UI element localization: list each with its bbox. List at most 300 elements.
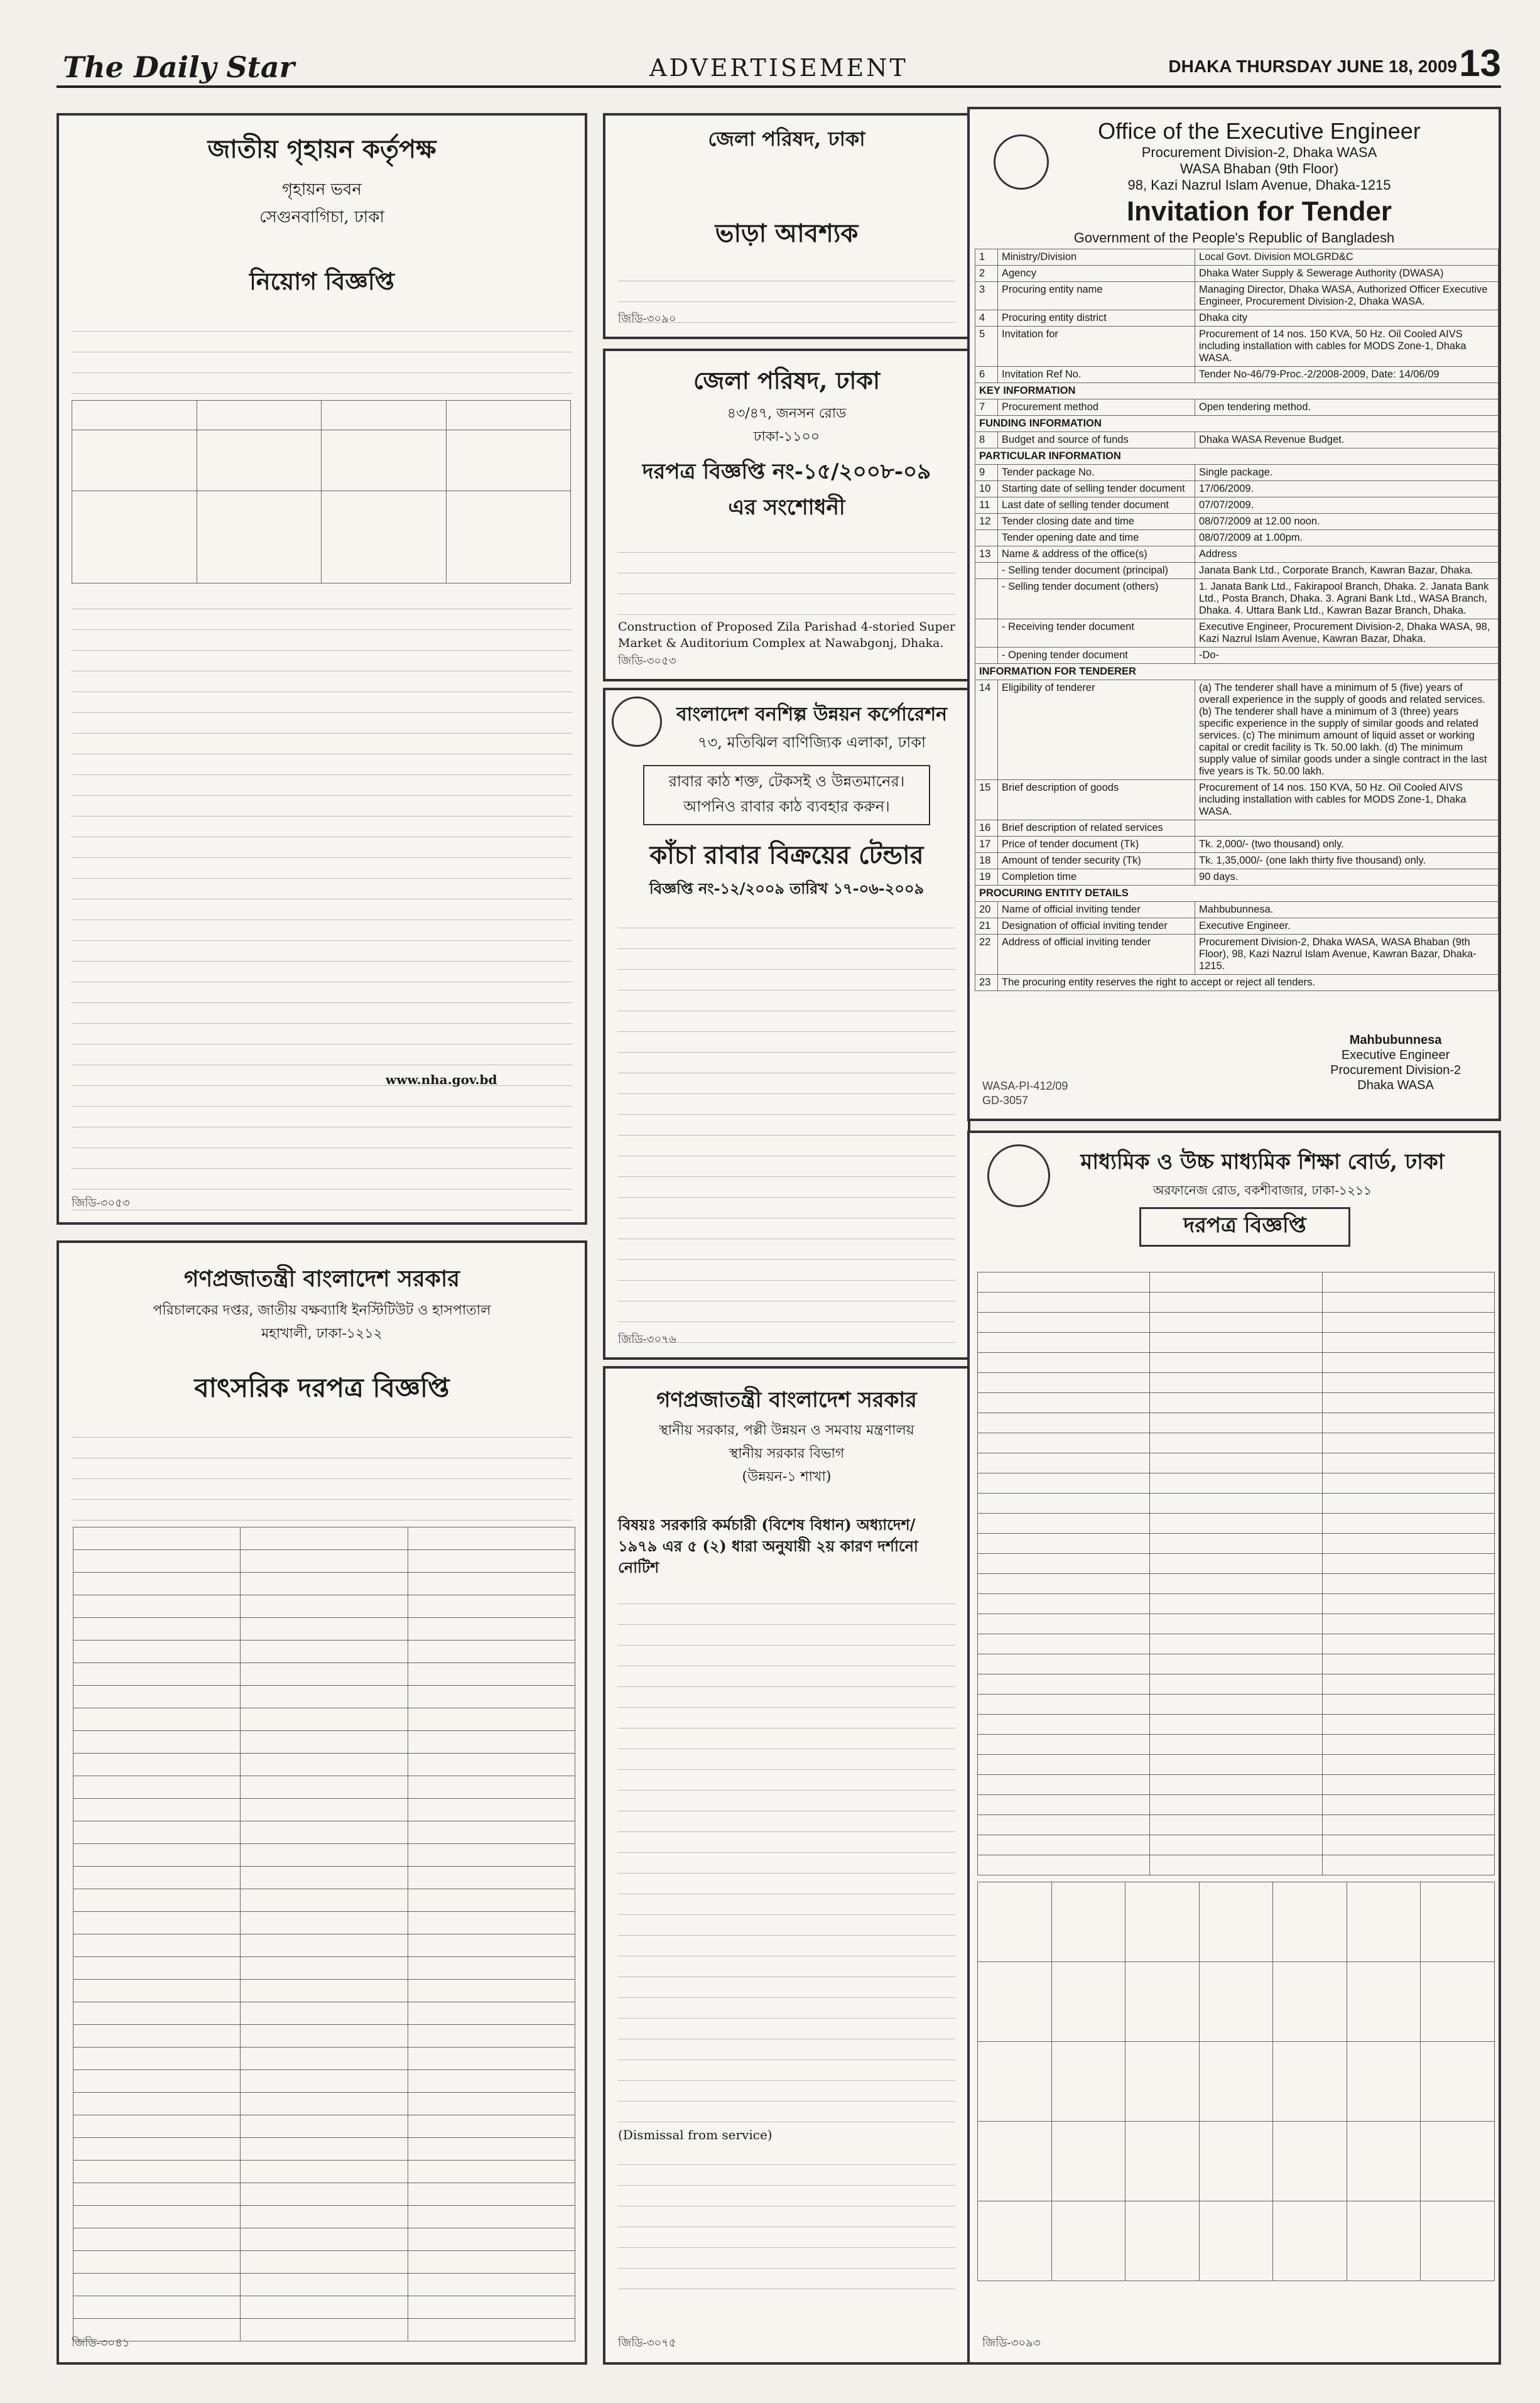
- tender-info-no: 3: [975, 282, 998, 310]
- table-cell: [73, 1550, 241, 1573]
- tender-info-no: [975, 563, 998, 579]
- table-cell: [241, 2183, 408, 2206]
- tender-info-no: [975, 619, 998, 648]
- table-cell: [978, 1795, 1150, 1815]
- tender-info-label: Procuring entity name: [998, 282, 1195, 310]
- table-cell: [978, 1775, 1150, 1795]
- ad-forest-corporation: [603, 688, 970, 1360]
- tender-info-row: [975, 465, 1499, 481]
- table-cell: [1322, 1272, 1494, 1293]
- tender-info-no: 23: [975, 975, 998, 991]
- table-row: [73, 1550, 575, 1573]
- table-cell: [1150, 1735, 1322, 1755]
- table-cell: [1322, 1373, 1494, 1393]
- table-cell: [241, 1686, 408, 1708]
- slogan-box: [643, 765, 930, 825]
- tender-info-value: Janata Bank Ltd., Corporate Branch, Kawran Bazar, Dhaka.: [1195, 563, 1499, 579]
- table-row: [978, 1293, 1495, 1313]
- ad-address: অরফানেজ রোড, বকশীবাজার, ঢাকা-১২১১: [1153, 1183, 1372, 1198]
- tender-info-row: [975, 579, 1499, 619]
- table-cell: [73, 2228, 241, 2251]
- table-cell: [978, 1815, 1150, 1835]
- table-cell: [1322, 1333, 1494, 1353]
- table-cell: [978, 1594, 1150, 1614]
- table-row: [73, 2319, 575, 2341]
- table-cell: [73, 2002, 241, 2025]
- ad-body-text-2: [618, 2148, 955, 2289]
- table-cell: [408, 1934, 575, 1957]
- ad-title: বাংলাদেশ বনশিল্প উন্নয়ন কর্পোরেশন: [676, 703, 947, 725]
- tender-info-row: [975, 837, 1499, 853]
- table-cell: [978, 1333, 1150, 1353]
- tender-section-header: PROCURING ENTITY DETAILS: [975, 886, 1499, 902]
- table-cell: [1150, 1654, 1322, 1674]
- table-cell: [241, 1980, 408, 2002]
- tender-info-value: Tk. 1,35,000/- (one lakh thirty five thousand) only.: [1195, 853, 1499, 869]
- table-cell: [241, 2002, 408, 2025]
- slogan-line-1: রাবার কাঠ শক্ত, টেকসই ও উন্নতমানের।: [668, 773, 905, 790]
- table-cell: [978, 1433, 1150, 1453]
- table-cell: [408, 1776, 575, 1799]
- schedule-table: [73, 1527, 575, 2341]
- ad-ministry: স্থানীয় সরকার, পল্লী উন্নয়ন ও সমবায় মন্ত্রণালয়: [659, 1423, 914, 1438]
- dateline: DHAKA THURSDAY JUNE 18, 2009: [1168, 57, 1457, 76]
- table-cell: [241, 1889, 408, 1912]
- tender-section-header: PARTICULAR INFORMATION: [975, 448, 1499, 465]
- table-cell: [241, 1799, 408, 1821]
- tender-info-row: [975, 853, 1499, 869]
- table-cell: [73, 1731, 241, 1754]
- ad-zila-tender: [603, 349, 970, 681]
- tender-info-no: 9: [975, 465, 998, 481]
- signature-block: [1330, 1033, 1461, 1093]
- table-cell: [408, 1889, 575, 1912]
- tender-info-no: 10: [975, 481, 998, 497]
- table-row: [978, 1594, 1495, 1614]
- table-cell: [1150, 1835, 1322, 1855]
- tender-info-label: Tender package No.: [998, 465, 1195, 481]
- table-cell: [978, 1855, 1150, 1875]
- tender-info-label: - Selling tender document (principal): [998, 563, 1195, 579]
- table-cell: [1322, 1695, 1494, 1715]
- table-cell: [1322, 1534, 1494, 1554]
- table-row: [73, 2093, 575, 2115]
- bhaban: WASA Bhaban (9th Floor): [1179, 161, 1339, 176]
- table-row: [978, 1574, 1495, 1594]
- ad-heading: দরপত্র বিজ্ঞপ্তি: [1139, 1207, 1350, 1247]
- tender-info-value: Tk. 2,000/- (two thousand) only.: [1195, 837, 1499, 853]
- table-cell: [73, 2161, 241, 2183]
- table-cell: [1051, 1882, 1125, 1962]
- table-cell: [1150, 1433, 1322, 1453]
- table-cell: [241, 2251, 408, 2274]
- tender-info-label: Ministry/Division: [998, 249, 1195, 266]
- table-cell: [408, 1754, 575, 1776]
- table-row: [73, 1799, 575, 1821]
- table-cell: [73, 1776, 241, 1799]
- table-cell: [73, 2115, 241, 2138]
- table-cell: [1051, 1962, 1125, 2042]
- tender-info-no: 1: [975, 249, 998, 266]
- tender-info-row: [975, 648, 1499, 664]
- tender-info-label: Completion time: [998, 869, 1195, 886]
- ad-body-text: [72, 315, 572, 394]
- table-cell: [978, 1614, 1150, 1634]
- table-cell: [408, 2025, 575, 2048]
- signatory-name: Mahbubunnesa: [1349, 1033, 1442, 1047]
- table-row: [73, 2138, 575, 2161]
- tender-info-value: Tender No-46/79-Proc.-2/2008-2009, Date: 14/06/09: [1195, 367, 1499, 383]
- table-cell: [1322, 1494, 1494, 1514]
- table-cell: [1150, 1413, 1322, 1433]
- table-cell: [73, 2251, 241, 2274]
- tender-info-row: [975, 902, 1499, 918]
- table-cell: [408, 1550, 575, 1573]
- table-cell: [1322, 1293, 1494, 1313]
- table-cell: [73, 2296, 241, 2319]
- ad-title: মাধ্যমিক ও উচ্চ মাধ্যমিক শিক্ষা বোর্ড, ঢাকা: [1080, 1149, 1445, 1174]
- table-cell: [73, 1844, 241, 1867]
- ad-heading: দরপত্র বিজ্ঞপ্তি নং-১৫/২০০৮-০৯: [642, 459, 931, 484]
- govt-line: Government of the People's Republic of Bangladesh: [1073, 230, 1395, 246]
- table-cell: [1150, 1473, 1322, 1494]
- ad-work-description: Construction of Proposed Zila Parishad 4-storied Super Market & Auditorium Complex at Nawabgonj, Dhaka.: [618, 620, 955, 650]
- table-cell: [1150, 1373, 1322, 1393]
- tender-info-row: [975, 327, 1499, 367]
- table-cell: [1150, 1815, 1322, 1835]
- table-cell: [978, 1554, 1150, 1574]
- wasa-logo-icon: [994, 134, 1049, 190]
- table-cell: [73, 2025, 241, 2048]
- table-row: [978, 1353, 1495, 1373]
- table-row: [73, 2002, 575, 2025]
- ad-ref-2: GD-3057: [982, 1094, 1029, 1107]
- tender-info-value: Dhaka WASA Revenue Budget.: [1195, 432, 1499, 448]
- table-row: [73, 1731, 575, 1754]
- table-cell: [978, 1353, 1150, 1373]
- table-cell: [73, 1708, 241, 1731]
- table-cell: [408, 2161, 575, 2183]
- table-cell: [1322, 1654, 1494, 1674]
- tender-info-label: Tender closing date and time: [998, 514, 1195, 530]
- table-row: [978, 1654, 1495, 1674]
- tender-info-row: [975, 935, 1499, 975]
- table-cell: [408, 1686, 575, 1708]
- table-cell: [978, 1574, 1150, 1594]
- table-cell: [1322, 1433, 1494, 1453]
- table-row: [978, 1674, 1495, 1695]
- table-cell: [1322, 1594, 1494, 1614]
- tender-info-label: Procuring entity district: [998, 310, 1195, 327]
- table-cell: [241, 2115, 408, 2138]
- tender-info-value: 90 days.: [1195, 869, 1499, 886]
- table-cell: [978, 1715, 1150, 1735]
- tender-info-no: 5: [975, 327, 998, 367]
- table-cell: [241, 1754, 408, 1776]
- ad-dhaka-wasa: [967, 107, 1501, 1121]
- table-row: [73, 1686, 575, 1708]
- table-cell: [978, 2122, 1052, 2201]
- tender-info-value: 1. Janata Bank Ltd., Fakirapool Branch, Dhaka. 2. Janata Bank Ltd., Posta Branch, Dhaka. 3. Agrani Bank Ltd., WASA Branch, Dhaka. 4. Uttara Bank Ltd., Kawran Bazar Branch, Dhaka.: [1195, 579, 1499, 619]
- table-cell: [1421, 2122, 1495, 2201]
- table-row: [73, 1776, 575, 1799]
- tender-info-row: [975, 918, 1499, 935]
- table-cell: [1125, 1962, 1200, 2042]
- table-cell: [73, 2183, 241, 2206]
- table-cell: [73, 1934, 241, 1957]
- tender-info-row: [975, 820, 1499, 837]
- tender-info-value: Open tendering method.: [1195, 399, 1499, 416]
- table-cell: [73, 2048, 241, 2070]
- table-row: [73, 1821, 575, 1844]
- table-row: [73, 2274, 575, 2296]
- tender-info-row: [975, 249, 1499, 266]
- table-cell: [1347, 2042, 1421, 2122]
- tender-info-value: -Do-: [1195, 648, 1499, 664]
- table-cell: [241, 1708, 408, 1731]
- table-cell: [408, 2002, 575, 2025]
- tender-info-label: Invitation for: [998, 327, 1195, 367]
- table-row: [978, 1554, 1495, 1574]
- table-row: [978, 2201, 1495, 2281]
- table-cell: [73, 1618, 241, 1641]
- tender-info-label: - Opening tender document: [998, 648, 1195, 664]
- tender-info-value: Mahbubunnesa.: [1195, 902, 1499, 918]
- table-cell: [978, 1393, 1150, 1413]
- tender-info-no: 12: [975, 514, 998, 530]
- table-cell: [978, 1962, 1052, 2042]
- newspaper-logo: The Daily Star: [63, 50, 295, 84]
- post-table: [72, 400, 571, 583]
- tender-info-row: [975, 481, 1499, 497]
- tender-info-row: [975, 530, 1499, 546]
- table-cell: [408, 1595, 575, 1618]
- ad-subtitle: পরিচালকের দপ্তর, জাতীয় বক্ষব্যাধি ইনস্টিটিউট ও হাসপাতাল: [153, 1303, 491, 1318]
- ad-body-text: [618, 536, 955, 615]
- table-cell: [408, 2274, 575, 2296]
- table-cell: [1273, 2122, 1347, 2201]
- table-cell: [1199, 2122, 1273, 2201]
- table-cell: [1150, 1614, 1322, 1634]
- table-cell: [241, 1934, 408, 1957]
- tender-info-no: 17: [975, 837, 998, 853]
- tender-info-label: Name of official inviting tender: [998, 902, 1195, 918]
- table-cell: [73, 1663, 241, 1686]
- table-cell: [408, 2070, 575, 2093]
- ad-body-text: [618, 1587, 955, 2122]
- table-cell: [408, 1821, 575, 1844]
- table-row: [978, 1795, 1495, 1815]
- table-cell: [1150, 1353, 1322, 1373]
- slogan-line-2: আপনিও রাবার কাঠ ব্যবহার করুন।: [683, 798, 890, 815]
- table-cell: [1322, 1514, 1494, 1534]
- table-cell: [241, 1957, 408, 1980]
- ad-ref: জিডি-৩০৭৫: [618, 2336, 676, 2350]
- ad-title: জাতীয় গৃহায়ন কর্তৃপক্ষ: [207, 134, 437, 164]
- table-row: [978, 1473, 1495, 1494]
- ad-ref-1: WASA-PI-412/09: [982, 1080, 1068, 1092]
- tender-info-no: 6: [975, 367, 998, 383]
- table-row: [978, 1393, 1495, 1413]
- ad-heading: বাৎসরিক দরপত্র বিজ্ঞপ্তি: [194, 1372, 450, 1403]
- tender-info-row: [975, 266, 1499, 282]
- tender-info-value: Procurement of 14 nos. 150 KVA, 50 Hz. Oil Cooled AIVS including installation with cables for MODS Zone-1, Dhaka WASA.: [1195, 327, 1499, 367]
- ad-zila-rent: [603, 113, 970, 339]
- ad-city: ঢাকা-১১০০: [753, 429, 820, 445]
- table-cell: [1322, 1755, 1494, 1775]
- table-cell: [1125, 2042, 1200, 2122]
- table-cell: [1347, 1962, 1421, 2042]
- table-cell: [978, 1882, 1052, 1962]
- table-cell: [408, 1912, 575, 1934]
- table-cell: [73, 1641, 241, 1663]
- tender-info-no: 15: [975, 780, 998, 820]
- ad-heading: ভাড়া আবশ্যক: [715, 219, 859, 248]
- table-cell: [978, 1453, 1150, 1473]
- table-cell: [73, 1573, 241, 1595]
- division: Procurement Division-2, Dhaka WASA: [1141, 144, 1377, 160]
- table-cell: [1051, 2201, 1125, 2281]
- table-cell: [1421, 2042, 1495, 2122]
- table-row: [978, 1755, 1495, 1775]
- tender-info-label: Address of official inviting tender: [998, 935, 1195, 975]
- table-cell: [73, 2070, 241, 2093]
- table-cell: [408, 1731, 575, 1754]
- table-cell: [978, 1534, 1150, 1554]
- table-row: [978, 1453, 1495, 1473]
- table-cell: [408, 2206, 575, 2228]
- ad-section: (উন্নয়ন-১ শাখা): [742, 1469, 832, 1485]
- table-cell: [1421, 1962, 1495, 2042]
- tender-info-no: [975, 579, 998, 619]
- corporation-logo-icon: [612, 697, 662, 747]
- table-cell: [241, 2274, 408, 2296]
- table-cell: [73, 2093, 241, 2115]
- table-cell: [978, 1494, 1150, 1514]
- table-cell: [1150, 1494, 1322, 1514]
- table-cell: [1150, 1594, 1322, 1614]
- table-cell: [1322, 1775, 1494, 1795]
- table-cell: [73, 2206, 241, 2228]
- ad-address: সেগুনবাগিচা, ঢাকা: [259, 208, 384, 227]
- tender-info-label: Agency: [998, 266, 1195, 282]
- table-cell: [978, 1735, 1150, 1755]
- ad-subtitle: গৃহায়ন ভবন: [282, 180, 362, 199]
- table-cell: [73, 1595, 241, 1618]
- tender-info-table: [975, 249, 1499, 991]
- ad-title: গণপ্রজাতন্ত্রী বাংলাদেশ সরকার: [183, 1266, 460, 1292]
- table-cell: [978, 1272, 1150, 1293]
- table-cell: [241, 1573, 408, 1595]
- table-cell: [1322, 1715, 1494, 1735]
- tender-info-label: Last date of selling tender document: [998, 497, 1195, 514]
- table-row: [978, 1815, 1495, 1835]
- table-cell: [73, 2274, 241, 2296]
- tender-info-row: [975, 780, 1499, 820]
- table-cell: [1150, 1333, 1322, 1353]
- table-cell: [1150, 1313, 1322, 1333]
- tender-info-label: - Selling tender document (others): [998, 579, 1195, 619]
- table-cell: [1273, 2201, 1347, 2281]
- table-cell: [1322, 1815, 1494, 1835]
- table-cell: [1322, 1855, 1494, 1875]
- table-row: [73, 2183, 575, 2206]
- ad-ref: জিডি-৩০৯৩: [982, 2336, 1041, 2350]
- table-cell: [978, 2201, 1052, 2281]
- table-cell: [408, 1708, 575, 1731]
- table-cell: [1322, 1835, 1494, 1855]
- table-cell: [1150, 1293, 1322, 1313]
- table-cell: [1199, 2201, 1273, 2281]
- ad-title: গণপ্রজাতন্ত্রী বাংলাদেশ সরকার: [656, 1387, 917, 1413]
- table-cell: [1421, 1882, 1495, 1962]
- table-row: [73, 1573, 575, 1595]
- table-cell: [241, 2296, 408, 2319]
- ad-ref: জিডি-৩০৯০: [618, 312, 676, 325]
- ad-heading: নিয়োগ বিজ্ঞপ্তি: [249, 267, 394, 295]
- table-cell: [1322, 1453, 1494, 1473]
- table-cell: [73, 1912, 241, 1934]
- table-cell: [978, 1473, 1150, 1494]
- table-cell: [241, 2228, 408, 2251]
- table-cell: [978, 1514, 1150, 1534]
- table-cell: [241, 1844, 408, 1867]
- table-cell: [1150, 1574, 1322, 1594]
- table-row: [978, 1695, 1495, 1715]
- tender-info-no: [975, 530, 998, 546]
- tender-info-value: Dhaka city: [1195, 310, 1499, 327]
- tender-info-no: 8: [975, 432, 998, 448]
- table-row: [978, 1882, 1495, 1962]
- ad-address: ৪৩/৪৭, জনসন রোড: [727, 406, 847, 421]
- table-cell: [1273, 2042, 1347, 2122]
- table-cell: [1051, 2042, 1125, 2122]
- ad-title: জেলা পরিষদ, ঢাকা: [708, 127, 865, 151]
- tender-info-no: 14: [975, 680, 998, 780]
- ad-subject: বিষয়ঃ সরকারি কর্মচারী (বিশেষ বিধান) অধ্যাদেশ/ ১৯৭৯ এর ৫ (২) ধারা অনুযায়ী ২য় কারণ দর্শানো নোটিশ: [618, 1516, 918, 1576]
- tender-info-label: Starting date of selling tender document: [998, 481, 1195, 497]
- table-cell: [73, 1527, 241, 1550]
- tender-info-label: Eligibility of tenderer: [998, 680, 1195, 780]
- table-cell: [241, 1595, 408, 1618]
- board-logo-icon: [987, 1144, 1050, 1207]
- table-cell: [73, 1821, 241, 1844]
- table-cell: [408, 2138, 575, 2161]
- tender-info-label: Invitation Ref No.: [998, 367, 1195, 383]
- table-cell: [978, 1293, 1150, 1313]
- tender-info-label: Designation of official inviting tender: [998, 918, 1195, 935]
- table-cell: [1322, 1393, 1494, 1413]
- table-row: [73, 1754, 575, 1776]
- tender-info-value: Address: [1195, 546, 1499, 563]
- tender-info-row: [975, 497, 1499, 514]
- table-row: [978, 1494, 1495, 1514]
- table-row: [73, 1867, 575, 1889]
- section-title: ADVERTISEMENT: [649, 54, 908, 82]
- table-cell: [408, 2296, 575, 2319]
- table-row: [978, 1413, 1495, 1433]
- table-cell: [978, 1755, 1150, 1775]
- tender-info-value: Local Govt. Division MOLGRD&C: [1195, 249, 1499, 266]
- table-cell: [1273, 1962, 1347, 2042]
- table-cell: [1150, 1674, 1322, 1695]
- table-cell: [1150, 1634, 1322, 1654]
- table-cell: [73, 2138, 241, 2161]
- tender-section-header: KEY INFORMATION: [975, 383, 1499, 399]
- ad-housing-authority: [57, 113, 587, 1225]
- tender-info-label: Budget and source of funds: [998, 432, 1195, 448]
- table-cell: [978, 1674, 1150, 1695]
